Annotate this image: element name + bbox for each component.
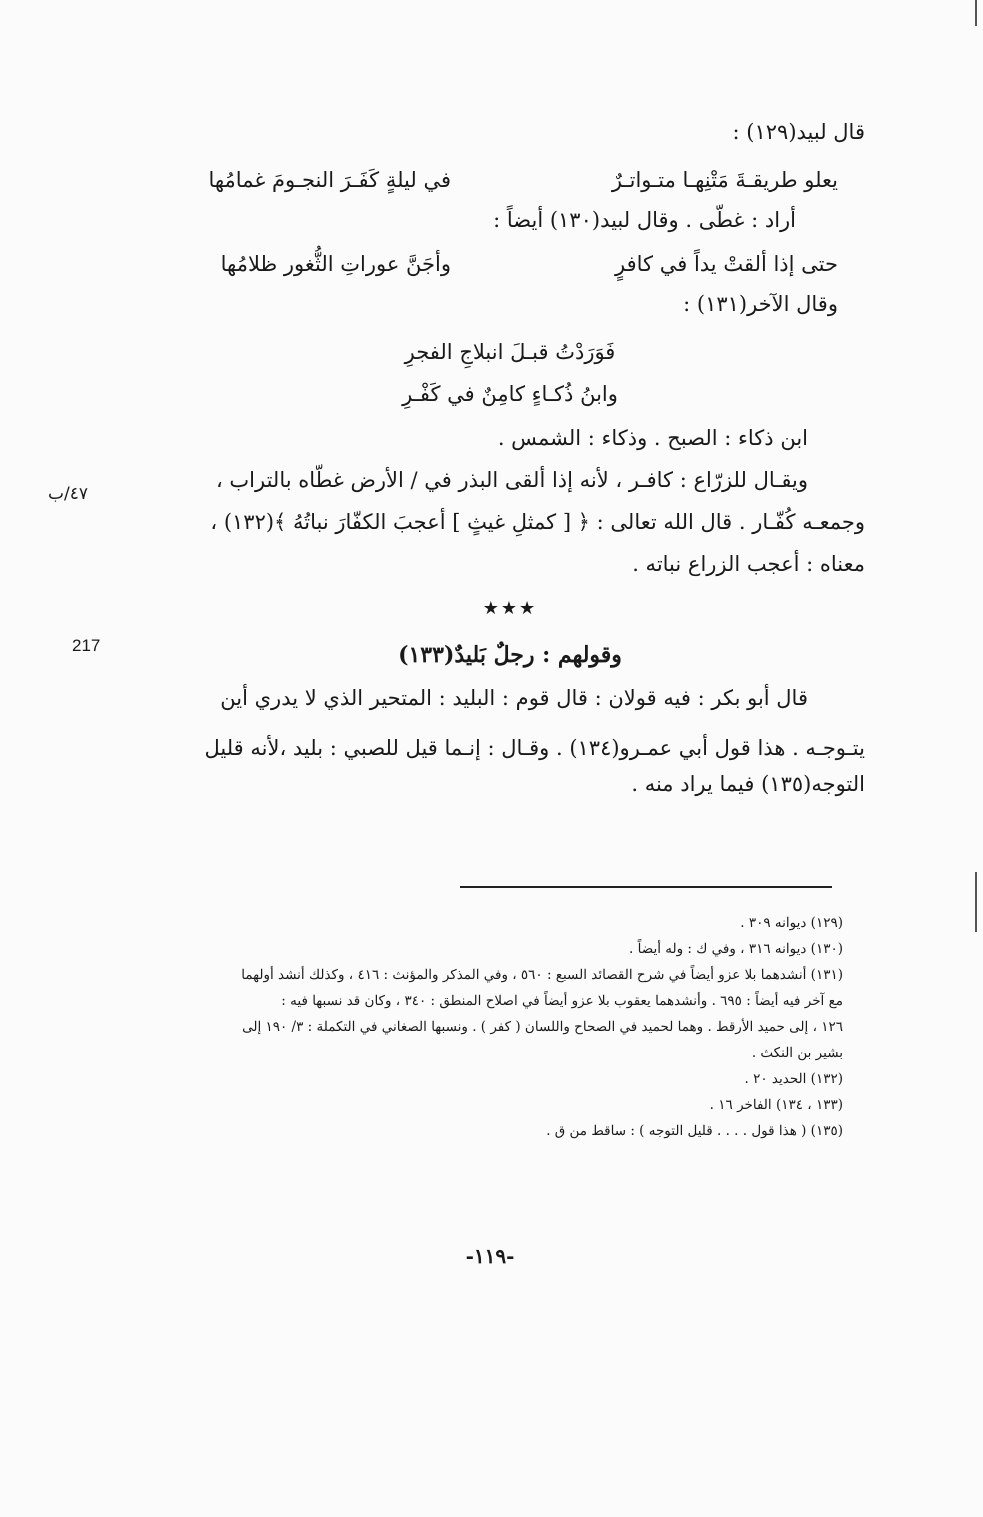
footnote-divider: [460, 886, 832, 888]
verse1-second-hemistich: في ليلةٍ كَفَـرَ النجـومَ غمامُها: [208, 168, 451, 192]
margin-page-marker: 217: [72, 636, 101, 655]
section-separator: ★★★: [482, 598, 538, 619]
para2-line-2: يتـوجـه . هذا قول أبي عمـرو(١٣٤) . وقـال : إنـما قيل للصبي : بليد ،لأنه قليل: [204, 736, 865, 760]
para1-line-3: معناه : أعجب الزراع نباته .: [632, 552, 865, 576]
verse2-second-hemistich: وأجَنَّ عوراتِ الثُّغور ظلامُها: [220, 252, 451, 276]
line-arad: أراد : غطّى . وقال لبيد(١٣٠) أيضاً :: [493, 208, 796, 232]
scan-edge-mark-top: [975, 0, 977, 26]
para2-line-1: قال أبو بكر : فيه قولان : قال قوم : البليد : المتحير الذي لا يدري أين: [220, 686, 808, 710]
line-ibn-dhuka: ابن ذكاء : الصبح . وذكاء : الشمس .: [497, 426, 808, 450]
poetry-intro: قال لبيد(١٢٩) :: [732, 120, 865, 144]
footnote-129: (١٢٩) ديوانه ٣٠٩ .: [740, 915, 843, 931]
para1-line-2: وجمعـه كُفّـار . قال الله تعالى : ﴿ [ كمثلِ غيثٍ ] أعجبَ الكفّارَ نباتُهُ ﴾(١٣٢) ،: [210, 510, 865, 534]
rajaz-line-1: فَوَرَدْتُ قبـلَ انبلاجِ الفجرِ: [404, 340, 616, 364]
footnote-135: (١٣٥) ( هذا قول . . . . قليل التوجه ) : ساقط من ق .: [546, 1123, 843, 1139]
section-heading: وقولهم : رجلٌ بَليدٌ(١٣٣): [398, 642, 622, 668]
para2-line-3: التوجه(١٣٥) فيما يراد منه .: [631, 772, 865, 796]
verse2-first-hemistich: حتى إذا ألقتْ يداً في كافرٍ: [615, 252, 838, 276]
scan-edge-mark-middle: [975, 872, 977, 932]
line-akhar: وقال الآخر(١٣١) :: [683, 292, 838, 316]
footnote-130: (١٣٠) ديوانه ٣١٦ ، وفي ك : وله أيضاً .: [629, 941, 843, 957]
footnote-131-line-1: (١٣١) أنشدهما بلا عزو أيضاً في شرح القصائد السبع : ٥٦٠ ، وفي المذكر والمؤنث : ٤١٦ ، وكذلك أنشد أولهما: [241, 967, 843, 983]
footnote-131-line-4: بشير بن النكث .: [751, 1045, 843, 1061]
footnote-131-line-3: ١٢٦ ، إلى حميد الأرقط . وهما لحميد في الصحاح واللسان ( كفر ) . ونسبها الصغاني في التكملة : ٣/ ١٩٠ إلى: [242, 1019, 843, 1035]
footnote-133-134: (١٣٣ ، ١٣٤) الفاخر ١٦ .: [709, 1097, 843, 1113]
verse1-first-hemistich: يعلو طريقـةَ مَتْنِهـا متـواتـرٌ: [611, 168, 838, 192]
rajaz-line-2: وابنُ ذُكـاءٍ كامِنٌ في كَفْـرِ: [402, 382, 618, 406]
footnote-132: (١٣٢) الحديد ٢٠ .: [744, 1071, 843, 1087]
footnote-131-line-2: مع آخر فيه أيضاً : ٦٩٥ . وأنشدهما يعقوب بلا عزو أيضاً في اصلاح المنطق : ٣٤٠ ، وكان قد نسبها فيه :: [281, 993, 843, 1009]
margin-folio-marker: ٤٧/ب: [48, 484, 88, 504]
page-number: -١١٩-: [465, 1244, 515, 1268]
para1-line-1: ويقـال للزرّاع : كافـر ، لأنه إذا ألقى البذر في / الأرض غطّاه بالتراب ،: [215, 468, 808, 492]
